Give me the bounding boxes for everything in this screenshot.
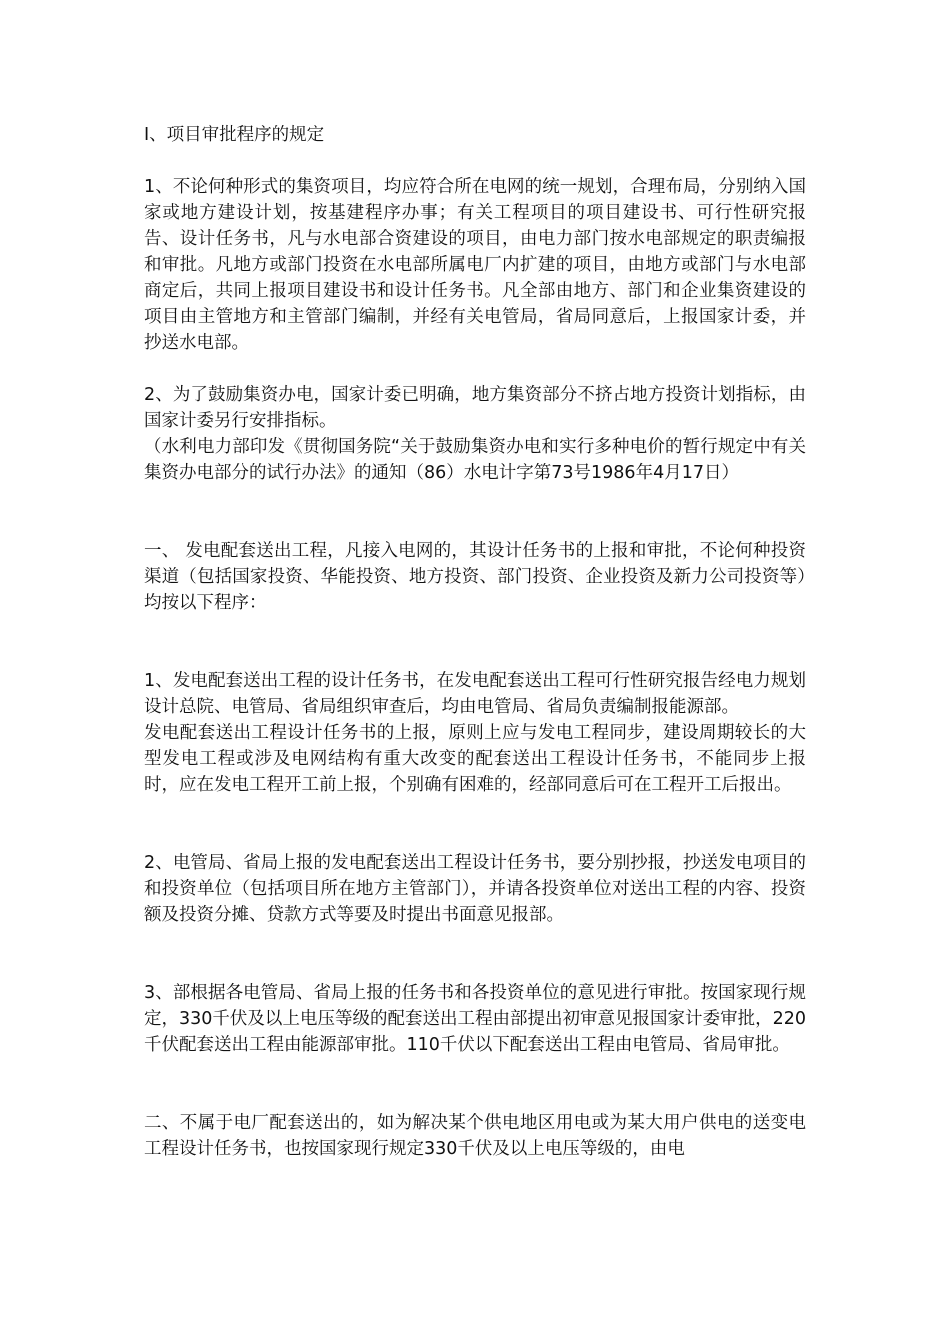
paragraph-item-3: 3、部根据各电管局、省局上报的任务书和各投资单位的意见进行审批。按国家现行规定，330千伏及以上电压等级的配套送出工程由部提出初审意见报国家计委审批，220千伏配套送出工程由能源部审批。110千伏以下配套送出工程由电管局、省局审批。 xyxy=(144,983,806,1055)
paragraph-1: 1、不论何种形式的集资项目，均应符合所在电网的统一规划，合理布局，分别纳入国家或地方建设计划，按基建程序办事；有关工程项目的项目建设书、可行性研究报告、设计任务书，凡与水电部合资建设的项目，由电力部门按水电部规定的职责编报和审批。凡地方或部门投资在水电部所属电厂内扩建的项目，由地方或部门与水电部商定后，共同上报项目建设书和设计任务书。凡全部由地方、部门和企业集资建设的项目由主管地方和主管部门编制，并经有关电管局，省局同意后，上报国家计委，并抄送水电部。 xyxy=(144,177,806,353)
paragraph-section-one: 一、 发电配套送出工程，凡接入电网的，其设计任务书的上报和审批，不论何种投资渠道（包括国家投资、华能投资、地方投资、部门投资、企业投资及新力公司投资等）均按以下程序： xyxy=(144,541,806,613)
spacer xyxy=(144,928,806,980)
paragraph-section-two: 二、不属于电厂配套送出的，如为解决某个供电地区用电或为某大用户供电的送变电工程设计任务书，也按国家现行规定330千伏及以上电压等级的，由电 xyxy=(144,1113,806,1159)
paragraph-item-1: 1、发电配套送出工程的设计任务书，在发电配套送出工程可行性研究报告经电力规划设计总院、电管局、省局组织审查后，均由电管局、省局负责编制报能源部。 xyxy=(144,671,806,717)
document-body xyxy=(144,122,806,1162)
spacer xyxy=(144,486,806,538)
paragraph-2: 2、为了鼓励集资办电，国家计委已明确，地方集资部分不挤占地方投资计划指标，由国家计委另行安排指标。 xyxy=(144,385,806,431)
paragraph-item-1-cont: 发电配套送出工程设计任务书的上报，原则上应与发电工程同步，建设周期较长的大型发电工程或涉及电网结构有重大改变的配套送出工程设计任务书，不能同步上报时，应在发电工程开工前上报，个别确有困难的，经部同意后可在工程开工后报出。 xyxy=(144,723,806,795)
spacer xyxy=(144,798,806,850)
spacer xyxy=(144,148,806,174)
spacer xyxy=(144,616,806,668)
paragraph-citation: （水利电力部印发《贯彻国务院“关于鼓励集资办电和实行多种电价的暂行规定中有关集资办电部分的试行办法》的通知（86）水电计字第73号1986年4月17日） xyxy=(144,437,806,483)
section-heading: I、项目审批程序的规定 xyxy=(144,125,325,145)
paragraph-item-2: 2、电管局、省局上报的发电配套送出工程设计任务书，要分别抄报，抄送发电项目的和投资单位（包括项目所在地方主管部门），并请各投资单位对送出工程的内容、投资额及投资分摊、贷款方式等要及时提出书面意见报部。 xyxy=(144,853,806,925)
spacer xyxy=(144,1058,806,1110)
spacer xyxy=(144,356,806,382)
